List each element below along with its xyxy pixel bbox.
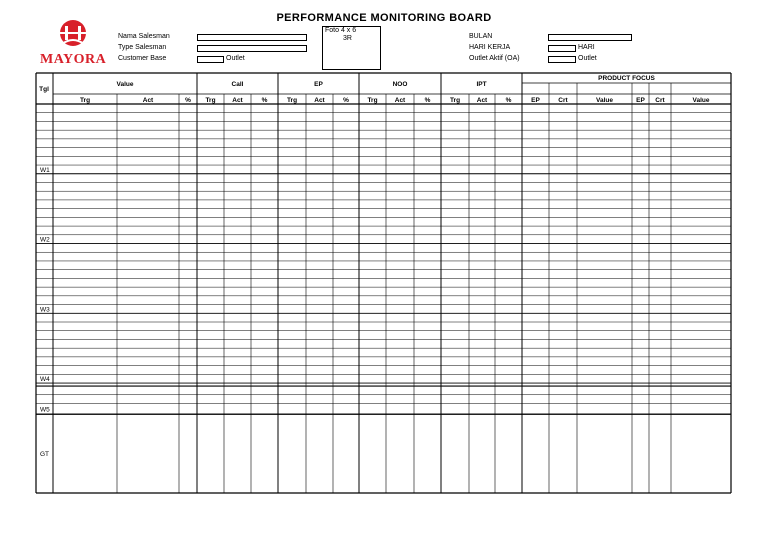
label-customer-base: Customer Base [118, 55, 167, 62]
sub-header-pct: % [343, 97, 349, 104]
product-focus-header: PRODUCT FOCUS [598, 75, 655, 82]
group-header-call: Call [231, 81, 244, 88]
photo-label-size: Foto 4 x 6 [325, 27, 357, 34]
week-label-w2: W2 [40, 236, 50, 244]
group-header-ipt: IPT [476, 81, 487, 88]
sub-header-crt: Crt [655, 97, 665, 104]
logo-text: MAYORA [40, 52, 107, 67]
grand-total-label: GT [40, 451, 50, 459]
week-label-w4: W4 [40, 376, 50, 384]
sub-header-pct: % [424, 97, 431, 104]
label-outlet-aktif: Outlet Aktif (OA) [469, 55, 520, 62]
sub-header-trg: Trg [205, 97, 216, 104]
page-title: PERFORMANCE MONITORING BOARD [276, 12, 492, 24]
label-hari-kerja: HARI KERJA [469, 44, 511, 51]
week-label-w5: W5 [40, 406, 50, 414]
sub-header-trg: Trg [286, 97, 298, 104]
sub-header-trg: Trg [367, 97, 378, 104]
group-header-value: Value [116, 81, 134, 88]
week-label-w1: W1 [40, 166, 50, 174]
sub-header-trg: Trg [449, 97, 461, 104]
sub-header-act: Act [476, 97, 488, 104]
photo-label-format: 3R [343, 35, 352, 42]
label-nama-salesman: Nama Salesman [118, 33, 170, 40]
sub-header-pct: % [505, 97, 512, 104]
sub-header-ep: EP [531, 97, 540, 104]
label-type-salesman: Type Salesman [118, 44, 167, 51]
sub-header-value: Value [596, 97, 613, 104]
sub-header-act: Act [232, 97, 243, 104]
week-label-w3: W3 [40, 306, 50, 314]
sub-header-act: Act [394, 97, 406, 104]
group-header-noo: NOO [392, 81, 408, 88]
sub-header-ep: EP [636, 97, 645, 104]
unit-outlet-aktif: Outlet [578, 55, 597, 62]
sub-header-trg: Trg [79, 97, 91, 104]
sub-header-act: Act [314, 97, 325, 104]
sub-header-pct: % [261, 97, 268, 104]
sub-header-crt: Crt [558, 97, 568, 104]
sub-header-value: Value [692, 97, 710, 104]
unit-outlet-customer-base: Outlet [226, 55, 245, 62]
sub-header-pct: % [185, 97, 191, 104]
unit-hari: HARI [578, 44, 595, 51]
group-header-ep: EP [314, 81, 323, 88]
tgl-header: Tgl [39, 86, 49, 93]
sub-header-act: Act [142, 97, 154, 104]
label-bulan: BULAN [469, 33, 493, 40]
